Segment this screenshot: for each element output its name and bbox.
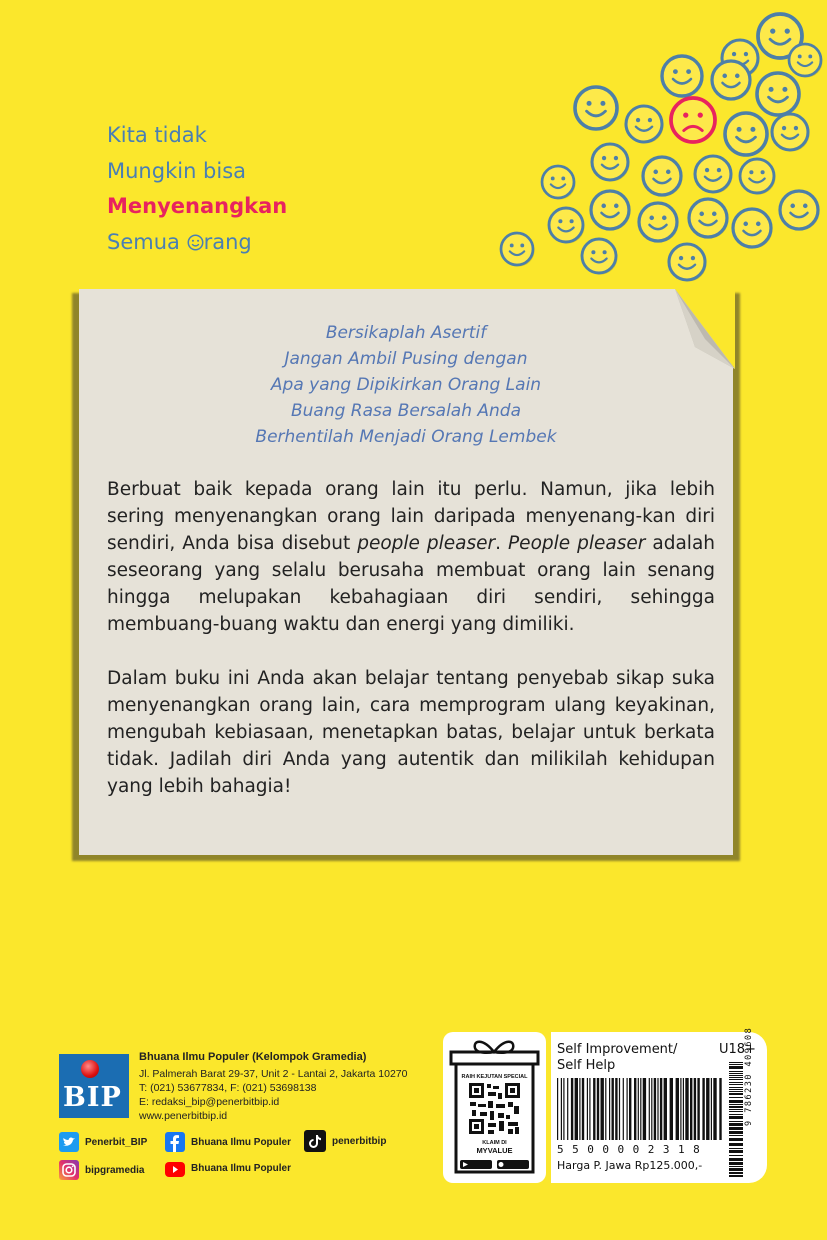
smiley-face-icon <box>692 153 734 195</box>
smiley-face-icon <box>623 103 665 145</box>
barcode-horizontal-icon <box>557 1078 725 1140</box>
smiley-face-icon <box>588 188 632 232</box>
paragraph-1-part-a: Berbuat baik kepada orang lain itu perlu. Namun, jika lebih sering menyenangkan orang lain daripada menyenang-kan diri sendiri, Anda bisa disebut <box>107 479 715 554</box>
note-heading-line-5: Berhentilah Menjadi Orang Lembek <box>255 427 557 447</box>
smiley-face-icon <box>659 53 705 99</box>
publisher-name: Bhuana Ilmu Populer (Kelompok Gramedia) <box>139 1051 367 1063</box>
tagline-line-3: Menyenangkan <box>107 194 288 218</box>
price-label: Harga P. Jawa Rp125.000,- <box>557 1159 703 1172</box>
tagline-line-1: Kita tidak <box>107 123 207 147</box>
social-facebook[interactable] <box>165 1132 291 1152</box>
category-label <box>557 1042 677 1074</box>
note-body <box>107 476 715 827</box>
publisher-email: E: redaksi_bip@penerbitbip.id <box>139 1096 280 1108</box>
smiley-face-icon <box>579 236 619 276</box>
note-heading <box>79 320 733 450</box>
instagram-icon <box>59 1160 79 1180</box>
smiley-face-icon <box>572 84 620 132</box>
smiley-face-icon <box>777 188 821 232</box>
bip-logo-dot <box>81 1060 99 1078</box>
social-twitter[interactable] <box>59 1132 147 1152</box>
tagline-line-4 <box>107 225 287 261</box>
voucher-top-text: RAIH KEJUTAN SPECIAL <box>461 1074 528 1080</box>
social-instagram[interactable] <box>59 1160 144 1180</box>
publisher-info <box>139 1050 407 1123</box>
note-heading-line-2: Jangan Ambil Pusing dengan <box>284 349 528 369</box>
paragraph-1-emphasis-2: People pleaser <box>508 533 646 554</box>
barcode-panel <box>551 1026 767 1183</box>
instagram-handle: bipgramedia <box>85 1164 145 1176</box>
note-heading-line-4: Buang Rasa Bersalah Anda <box>290 401 522 421</box>
smiley-face-icon <box>730 206 774 250</box>
social-youtube[interactable] <box>165 1160 291 1177</box>
publisher-website: www.penerbitbip.id <box>139 1110 228 1122</box>
note-heading-line-1: Bersikaplah Asertif <box>325 323 487 343</box>
youtube-handle: Bhuana Ilmu Populer <box>191 1163 292 1174</box>
paragraph-1-part-c: adalah seseorang yang selalu berusaha membuat orang lain senang hingga melupakan kebahagiaan diri sendiri, sehingga membuang-buang waktu dan energi yang dimiliki. <box>107 533 716 635</box>
social-tiktok[interactable] <box>304 1130 386 1152</box>
tiktok-icon <box>304 1130 326 1152</box>
smiley-face-icon <box>737 156 777 196</box>
bip-logo-text: BIP <box>63 1082 122 1113</box>
smiley-face-icon <box>636 200 680 244</box>
tagline-line-4-post: rang <box>203 229 252 254</box>
smiley-face-icon <box>640 154 684 198</box>
age-rating: U18+ <box>719 1042 756 1057</box>
paragraph-1-part-b: . <box>495 533 509 554</box>
smiley-face-icon <box>722 110 770 158</box>
smiley-face-icon <box>769 111 811 153</box>
sad-face-icon <box>668 95 718 145</box>
paragraph-1 <box>107 476 715 638</box>
smiley-face-icon <box>498 230 536 268</box>
isbn-number: 9 786230 409608 <box>744 1026 754 1126</box>
facebook-icon <box>165 1132 185 1152</box>
facebook-handle: Bhuana Ilmu Populer <box>191 1136 292 1148</box>
smiley-o-icon <box>187 234 204 251</box>
voucher-app-name: MYVALUE <box>476 1146 513 1155</box>
paragraph-1-emphasis-1: people pleaser <box>357 533 496 554</box>
voucher-box <box>443 1032 546 1183</box>
tagline <box>107 118 287 260</box>
smiley-face-icon <box>666 241 708 283</box>
tiktok-handle: penerbitbip <box>332 1135 387 1147</box>
twitter-icon <box>59 1132 79 1152</box>
voucher-claim-text: KLAIM DI <box>482 1140 507 1146</box>
twitter-handle: Penerbit_BIP <box>85 1136 148 1148</box>
youtube-icon <box>165 1162 185 1177</box>
publisher-phone: T: (021) 53677834, F: (021) 53698138 <box>139 1082 317 1094</box>
smiley-face-icon <box>686 196 730 240</box>
paragraph-2: Dalam buku ini Anda akan belajar tentang penyebab sikap suka menyenangkan orang lain, cara memprogram ulang keyakinan, mengubah kebiasaan, menetapkan batas, belajar untuk berkata tidak. Jadilah diri Anda yang autentik dan milikilah kehidupan yang lebih bahagia! <box>107 668 715 797</box>
category-line-2: Self Help <box>557 1058 616 1073</box>
smiley-cluster <box>495 0 827 290</box>
tagline-line-4-pre: Semua <box>107 229 187 254</box>
publisher-address: Jl. Palmerah Barat 29-37, Unit 2 - Lantai 2, Jakarta 10270 <box>139 1068 408 1080</box>
smiley-face-icon <box>539 163 577 201</box>
bip-logo <box>59 1054 129 1118</box>
smiley-face-icon <box>589 141 631 183</box>
barcode-number: 5500002318 <box>557 1143 709 1156</box>
category-line-1: Self Improvement/ <box>557 1042 678 1057</box>
qr-code-icon <box>468 1082 521 1135</box>
note-heading-line-3: Apa yang Dipikirkan Orang Lain <box>270 375 542 395</box>
tagline-line-2: Mungkin bisa <box>107 158 247 183</box>
